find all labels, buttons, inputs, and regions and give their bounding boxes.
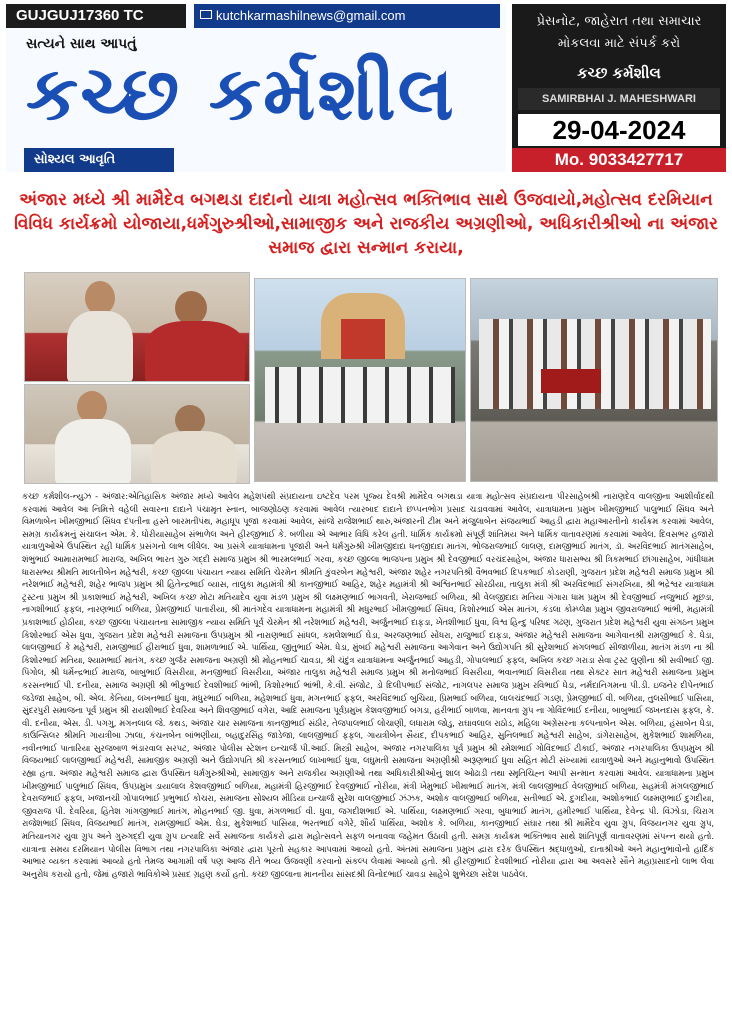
crowd xyxy=(479,319,711,409)
contact-brand: કચ્છ કર્મશીલ xyxy=(577,64,661,82)
phone-number[interactable]: Mo. 9033427717 xyxy=(512,148,726,172)
shawl xyxy=(541,369,601,393)
contact-line-1: પ્રેસનોટ, જાહેરાત તથા સમાચાર xyxy=(536,14,702,29)
honoring-photo-1 xyxy=(24,272,250,382)
editor-name: SAMIRBHAI J. MAHESHWARI xyxy=(518,88,720,110)
masthead xyxy=(6,4,726,172)
email-bar[interactable] xyxy=(194,4,500,28)
newspaper-logo: કચ્છ કર્મશીલ xyxy=(26,51,456,137)
person-figure xyxy=(145,321,245,382)
honoring-photo-2 xyxy=(24,384,250,484)
article-body: કચ્છ કર્મશીલ-ન્યુઝ - અંજાર:એતિહાસિક અંજાર મધ્યે આવેલ મહેશપંથી સંપ્રદાયના ઇષ્ટદેવ પરમ પૂજ્ય દેવશ્રી મામૈદેવ બગથડા યાત્રા મહોત્સવ સંપ્રદાયના પીરસાહેબશ્રી નારાણદેવ વાલજીના આશીર્વાદથી કરવામાં આવેલ આ નિમિત્તે વહેલી સવારના દાદાને પંચામૃત સ્નાન, બાજણોઠણ કરવામાં આવેલ ત્યારબાદ દાદાને છપ્પનભોગ પ્રસાદ ચડાવવામાં આવેલ, યાત્રાધામના પ્રમુખ ખીમજીભાઈ પાલુભાઈ સિંધવ અને વિમળાબેન ખીમજીભાઈ સિંધવ દંપતીના હસ્તે બારમતીપંથ, મહાધૂપ પૂજા કરવામાં આવેલ, સાંજે રાજેશભાઈ થારુ,અંજારની ટીમ અને મંજુલાબેન સંજયભાઈ આહડી દ્વારા મહાઆરતીનો કાર્યક્રમ કરવામાં આવેલ, સમગ્ર કાર્યક્રમનું સંચાલન એમ. કે. ધોરીયાસાહેબ સંભાળેલ અને હીરજીભાઈ કે. બળીયા એ આભાર વિધિ કરેલ હતી. ધાર્મિક કાર્યક્રમો સંપૂર્ણ શાંતિમય અને ધાર્મિક વાતાવરણમાં કરવામાં આવેલ. દિવસભર હજારો યાત્રાળુઓએ ઉપસ્થિત રહી ધાર્મિક પ્રસંગનો લાભ લીધેલ. આ પ્રસંગે યાત્રાધામના પૂજારી અને ધર્મગુરુશ્રી ખીમજીદાદા ધનજીદાદા માતંગ, ભોજરાજભાઈ લાલણ, દામજીભાઈ માતંગ, ડૉ. અરવિંદભાઈ માતંગસાહેબ, શંભુભાઈ આમારામભાઈ મારાજ, અખિલ ભારત ગુરુ ગદ્દી સમાજ પ્રમુખ શ્રી ભારમલભાઈ ગરવા, કચ્છ જીલ્લા ભાજપના પ્રમુખ શ્રી દેવજીભાઈ વરચંદસાહેબ, અંજાર ધારાસભ્ય શ્રી ત્રિકમભાઈ છાંગાસાહેબ, ગાંધીધામ ધારાસભ્ય શ્રીમતિ માલતીબેન મહેશ્વરી, કચ્છ જીલ્લા પંચાયત ન્યાય સમિતિ ચેરમેન શ્રીમતિ કુંવરબેન મહેશ્વરી, અંજાર શહેર નગરપતિશ્રી વૈભવભાઈ દિપકભાઈ કોડરાણી, ગુજરાત પ્રદેશ મહેશ્વરી સમાજ પ્રમુખ શ્રી નરેશભાઈ મહેશ્વરી, શહેર ભાજપ પ્રમુખ શ્રી હિતેન્દ્રભાઈ વ્યાસ, તાલુકા મહામંત્રી શ્રી કાનજીભાઈ આહિર, શહેર મહામંત્રી શ્રી અશ્વિનભાઈ સોરઠીયા, તાલુકા મંત્રી શ્રી અરવિંદભાઈ સંગરખિયા, શ્રી ભદ્રેશ્વર યાત્રાધામ ટ્રસ્ટના પ્રમુખ શ્રી પ્રકાશભાઈ મહેશ્વરી, અખિલ કચ્છ મોટા મતિયાદેવ યુવા મંડળ પ્રમુખ શ્રી લક્ષ્મણભાઈ ભાગવતી, ખેરાજભાઈ બળિયા, શ્રી વેલજીદાદા મતિયા ગંગારા ધામ પ્રમુખ શ્રી દેવજીભાઈ નજુભાઈ મૂછડા, નાગશીભાઈ ફફલ, નારણભાઈ બળિયા, પ્રેમજીભાઈ પાતારીયા, શ્રી માતંગદેવ યાત્રાધામના મહામંત્રી શ્રી મધુરભાઈ ખીમજીભાઈ સિંધવ, કિશોરભાઈ એસ માતંગ, કંડલા કોમ્પ્લેક્ષ પ્રમુખ જીવરાજભાઈ ભાંભી, મહામંત્રી પ્રકાશભાઈ હોઠીયા, કચ્છ જીલ્લા પંચાયતના સામાજીક ન્યાય સમિતિ પૂર્વ ચેરમેન શ્રી નરેશભાઈ મહેશ્વરી, અર્જુનભાઈ દાફડા, ખેતશીભાઈ ધુવા, વિશ્વ હિન્દુ પરિષદ ગઢણ, ગુજરાત પ્રદેશ મહેશ્વરી યુવા સંગઠન પ્રમુખ કિશોરભાઈ એસ ધુવા, ગુજરાત પ્રદેશ મહેશ્વરી સમાજના ઉપપ્રમુખ શ્રી નારાણભાઈ સાંધલ, કમલેશભાઈ ઘેડા, અરજણભાઈ સોંધરા, રાજુભાઈ દાફડા, અંજાર મહેશ્વરી સમાજના આગેવાનશ્રી રામજીભાઈ કે. ધેડા, લાલજીભાઈ કે મહેશ્વરી, રામજીભાઈ હીરાભાઈ ધુવા, શામળાભાઈ એ. પાર્થિયા, જીતુભાઈ એમ. ધેડા, મુંબઈ મહેશ્વરી સમાજના આગેવાન અને ઉદ્યોગપતિ શ્રી સુરેશભાઈ મંગલભાઈ સીજાળીયા, માતંગ મંડળ ના શ્રી કિશોરભાઈ મતિયા, શ્યામભાઈ માતંગ, કચ્છ ગુર્જર સમાજના અગ્રણી શ્રી મોહનભાઈ ચાવડા, શ્રી ચંદુંત્ર યાત્રાધામના અર્જુનભાઈ આહડી, ગોપાલભાઈ ફફલ, અખિલ કચ્છ ગરાડા સેવા ટ્રસ્ટ લુણીના શ્રી સવીભાઈ જી. પિંગોલ, શ્રી ધર્મેન્દ્રભાઈ મારાજ, બાબુભાઈ વિસરીયા, મનજીભાઈ વિસરીયા, અંજાર તાલુકા મહેશ્વરી સમાજ પ્રમુખ શ્રી મનોજભાઈ વિસરીયા, ભવાનભાઈ વિસરીયા તથા સેક્ટર સાત મહેશ્વરી સમાજના પ્રમુખ કરસનભાઈ પી. દનીયા, સમાજ અગ્રણી શ્રી ભીકુભાઈ દેવશીભાઈ ભાંભી, કિશોરભાઈ ભાંભી, કે.વી. સંજોટ, ડો દિલીપભાઈ સંજોટ, નાગલપર સમાજ પ્રમુખ રવિભાઈ ધેડા, નર્મદાનિગમના પી.ડી. ઇજનેર દીપેનભાઈ જડેજા સાહેબ, બી. એલ. કેનિયા, લખનભાઈ ધુવા, મધુરભાઈ બળિયા, મહેશભાઈ ધુવા, મગનભાઈ ફફલ, અરવિંદભાઈ બુચિયા, પ્રિમભાઈ બળિયા, લાલચંદભાઈ ગડણ, પ્રેમજીભાઈ વી. બળિયા, તુલસીભાઈ પાસિયા, સુંદરપુરી સમાજના પૂર્વ પ્રમુખ શ્રી રાયશીભાઈ દેવરિયા અને શિવજીભાઈ વગેરા, આદિ સમાજના પૂર્વપ્રમુખ કેશવજીભાઈ બગડા, હરીભાઈ બાળવા, માનવતા ગ્રુપ ના ગોવિંદભાઈ દનીયા, બાબુભાઈ જખનદાસ ફફલ, કે. વી. દનીયા, એસ. ડી. પગગુ, મગનલાલ જે. કથડ, અંજાર ચાર સમાજના કાનજીભાઈ સંઠીર, તેજપાલભાઈ લોચાણી, લધારામ જોડુ, રાઘાવલાલ રાઠોડ, મહિલા અગ્રેસરના કલ્પનાબેન એસ. બળિયા, હંસાબેન ધેડા, કાઉન્સિલર શ્રીમતિ ગાયત્રીબા ઝાલા, કંચનબેન બાંભણીયા, બહાદુરસિંહ જાડેજા, લાલજીભાઈ ફફલ, ગાયત્રીબેન સૈયદ, દીપકભાઈ આહિર, સુનિલભાઈ મહેશ્વરી સાહેબ, ડાંગેરાસાહેબ, મુકેશભાઈ શામળિયા, નવીનભાઈ પાતારિયા સુરજબાળ ભંડારવાલ સરપટ, અંજાર પોલીસ સ્ટેશન ઇન્ચાર્જ પી.આઈ. મિસ્ત્રી સાહેબ, અંજાર નગરપાલિકા પૂર્વ પ્રમુખ શ્રી રમેશભાઈ ગોવિંદભાઈ ટીકાઈ, અંજાર નગરપાલિકા ઉપપ્રમુખ શ્રી વિજયભાઈ લાલજીભાઈ મહેશ્વરી, સામાજીક અગ્રણી અને ઉદ્યોગપતિ શ્રી કરસનભાઈ લાખાભાઈ ધુવા, લઘુમતી સમાજના અગ્રણીશ્રી અરૂણભાઈ ધુવા સહિત મોટી સંખ્યામાં યાત્રાળુઓ અને મહાનુભાવો ઉપસ્થિત રહ્યા હતા. અંજાર મહેશ્વરી સમાજ દ્વારા ઉપસ્થિત ધર્મગુરુશ્રીઓ, સામાજીક અને રાજકીય અગ્રણીઓ તથા અધિકારીશ્રીઓનું શાલ ઓઢાડી તથા સ્મૃતિચિહ્ન આપી સન્માન કરવામાં આવેલ. યાત્રાધામના પ્રમુખ ખીમજીભાઈ પાલુભાઈ સિંધવ, ઉપપ્રમુખ ડાયાલાલ કેશવજીભાઈ બળિયા, મહામંત્રી હિરજીભાઈ દેવજીભાઈ નોરીયા, મંત્રી ખેમુભાઈ ખીમાભાઈ માતંગ, મંત્રી લાલજીભાઈ વેલજીભાઈ બળિયા, સહમંત્રી મંગલજીભાઈ દેવરાજભાઈ ફફલ, ખજાનચી ગોપાલભાઈ પ્રભુભાઈ કોચરા, સમાજના સોશ્યલ મીડિયા ઇન્ચાર્જ સુરેશ વાલજીભાઈ ઝંઝક, અશોક વાલજીભાઈ બળિયા, સતીભાઈ એ. દુગદીયા, અશોકભાઈ લક્ષ્મણભાઈ દુગદીયા, જીવરાજ પી. દેવરિયા, હિતેશ ગાંગજીભાઈ માતંગ, મોહનભાઈ જી. ધુવા, મંગળભાઈ વી. ધુવા, જગદીશભાઈ એ. પાર્થિયા, લક્ષ્મણભાઈ ગરવા, બુધાભાઈ માતંગ, હમીરભાઈ પાર્થિયા, દેવેન્દ્ર પી. વિંઝોડા, ચિરાગ રાજેશભાઈ સિંધવ, વિજયભાઈ માતંગ, રામજીભાઈ એમ. ઘેડા, મુકેશભાઈ પાસિયા, ભરતભાઈ વગેરે, શૌર્ય પાર્થિયા, અશોક કે. બળિયા, કાનજીભાઈ સંઘાર તથા શ્રી મામૈદેવ યુવા ગ્રુપ, વિજયનગર યુવા ગ્રુપ, મતિયાનગર યુવા ગ્રુપ અને ગુરુગદ્દી યુવા ગ્રુપ ઇત્યાદિ સર્વે સમાજના કાર્યકરો દ્વારા મહોત્સવને સફળ બનાવવા જહેમત ઉઠાવી હતી. સમગ્ર કાર્યક્રમ ભક્તિભાવ સાથે શાંતિપૂર્ણ વાતાવરણમાં સંપન્ન થયો હતો. યાત્રાના સમય દરમિયાન પોલીસ વિભાગ તથા નગરપાલિકા અંજાર દ્વારા પૂરતો સહકાર આપવામાં આવ્યો હતો. અંતમાં સમાજના પ્રમુખ દ્વારા દરેક ઉપસ્થિત શ્રદ્ધાળુઓ, દાતાશ્રીઓ અને મહાનુભાવોનો હાર્દિક આભાર વ્યક્ત કરવામાં આવ્યો હતો તેમજ આગામી વર્ષે પણ આજ રીતે ભવ્ય ઉજવણી કરવાનો સંકલ્પ લેવામાં આવ્યો હતો. શ્રી હીરજીભાઈ દેવશીભાઈ નોરીયા દ્વારા આ અવસરે સૌને મહાપ્રસાદનો લાભ લેવા અનુરોધ કરાયો હતો, જેમાં હજારો ભાવિકોએ પ્રસાદ ગ્રહણ કર્યો હતો. કચ્છ જીલ્લાના માનનીય સાંસદશ્રી વિનોદભાઈ ચાવડા સાહેબે શુભેચ્છા સંદેશ પાઠવેલ. xyxy=(22,491,714,879)
headline: અંજાર મધ્યે શ્રી મામૈદેવ બગથડા દાદાનો યાત્રા મહોત્સવ ભક્તિભાવ સાથે ઉજવાયો,મહોત્સવ દરમિયાન વિવિધ કાર્યક્રમો યોજાયા,ધર્મગુરુશ્રીઓ,સામાજીક અને રાજકીય અગ્રણીઓ, અધિકારીશ્રીઓ ના અંજાર સમાજ દ્વારા સન્માન કરાયા, xyxy=(14,190,718,258)
person-figure xyxy=(175,291,207,325)
registration-number: GUJGUJ17360 TC xyxy=(6,4,186,28)
envelope-icon xyxy=(200,10,212,19)
person-figure xyxy=(151,431,237,484)
contact-line-2: મોકલવા માટે સંપર્ક કરો xyxy=(557,36,681,51)
issue-date: 29-04-2024 xyxy=(518,114,720,146)
temple-group-photo xyxy=(254,278,466,482)
community-leaders-photo xyxy=(470,278,718,482)
tagline: સત્યને સાથ આપતું xyxy=(26,36,137,52)
person-figure xyxy=(85,281,115,315)
crowd xyxy=(265,367,455,423)
person-figure xyxy=(55,419,131,484)
contact-panel xyxy=(512,4,726,172)
person-figure xyxy=(67,311,133,382)
masthead-left xyxy=(6,4,506,172)
temple-shrine xyxy=(341,319,385,359)
edition-label: સોશ્યલ આવૃતિ xyxy=(24,148,174,172)
email-address[interactable]: kutchkarmashilnews@gmail.com xyxy=(216,8,406,23)
